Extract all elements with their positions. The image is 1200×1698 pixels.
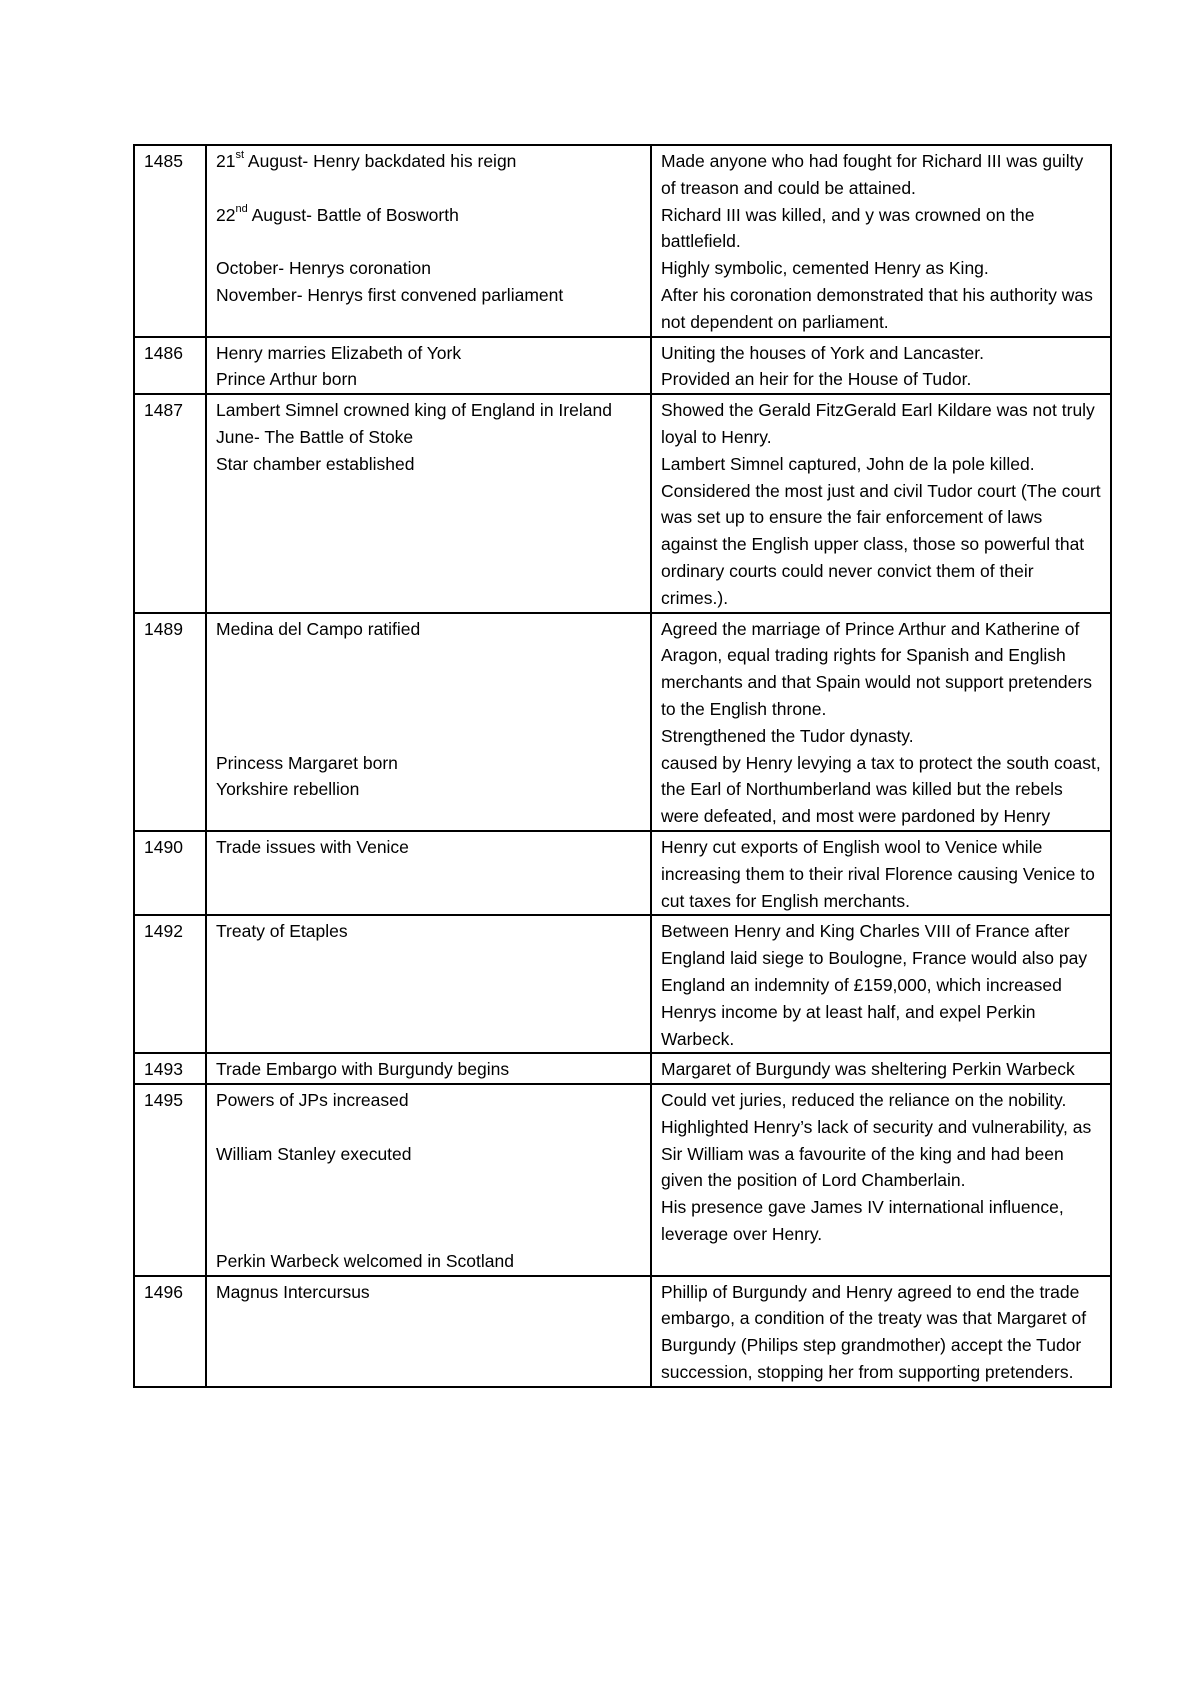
event-line: 21st August- Henry backdated his reign [216,149,517,171]
event-line: 22nd August- Battle of Bosworth [216,202,459,225]
significance-cell [651,145,1111,337]
event-line: Henry marries Elizabeth of York [216,342,462,363]
event-line: Trade issues with Venice [216,836,409,857]
tudor-timeline-table [133,144,1112,1388]
significance-line: Uniting the houses of York and Lancaster. [661,342,985,363]
significance-line: After his coronation demonstrated that his authority was not dependent on parliament. [661,284,1093,332]
table-row [134,831,1111,915]
significance-line: caused by Henry levying a tax to protect the south coast, the Earl of Northumberland was killed but the rebels were defeated, and most were pardoned by Henry [661,752,1101,827]
table-row [134,613,1111,831]
significance-line: Between Henry and King Charles VIII of France after England laid siege to Boulogne, France would also pay England an indemnity of £159,000, which increased Henrys income by at least half, and expel Perkin Warbeck. [661,921,1088,1049]
significance-cell [651,1276,1111,1387]
significance-line: Could vet juries, reduced the reliance on the nobility. [661,1090,1067,1111]
event-cell [206,145,651,337]
event-cell [206,394,651,612]
year-cell: 1495 [134,1084,206,1276]
year-cell: 1493 [134,1053,206,1084]
significance-cell [651,394,1111,612]
significance-line: Richard III was killed, and y was crowned on the battlefield. [661,204,1035,252]
significance-line: Highlighted Henry’s lack of security and vulnerability, as Sir William was a favourite of the king and had been given the position of Lord Chamberlain. [661,1116,1092,1191]
event-line: Star chamber established [216,453,415,474]
event-line: Princess Margaret born [216,752,398,773]
significance-line: Made anyone who had fought for Richard III was guilty of treason and could be attained. [661,151,1084,198]
significance-line: Lambert Simnel captured, John de la pole killed. [661,453,1035,474]
event-line: Trade Embargo with Burgundy begins [216,1059,510,1080]
significance-line: Highly symbolic, cemented Henry as King. [661,258,989,279]
event-cell [206,1084,651,1276]
significance-line: Phillip of Burgundy and Henry agreed to end the trade embargo, a condition of the treaty was that Margaret of Burgundy (Philips step grandmother) accept the Tudor succession, stopping her from supporting pretenders. [661,1281,1087,1383]
significance-cell [651,1053,1111,1084]
event-cell [206,613,651,831]
event-line: Prince Arthur born [216,369,358,390]
year-cell: 1490 [134,831,206,915]
event-line: William Stanley executed [216,1143,412,1164]
event-line: Magnus Intercursus [216,1281,370,1302]
significance-line: Strengthened the Tudor dynasty. [661,725,914,746]
significance-cell [651,831,1111,915]
year-cell: 1487 [134,394,206,612]
table-row [134,394,1111,612]
year-cell: 1492 [134,915,206,1053]
significance-line: Margaret of Burgundy was sheltering Perkin Warbeck [661,1059,1075,1080]
event-line: November- Henrys first convened parliament [216,284,564,305]
table-row [134,145,1111,337]
year-cell: 1486 [134,337,206,395]
event-line: June- The Battle of Stoke [216,426,414,447]
event-cell [206,831,651,915]
event-cell [206,337,651,395]
event-line: Perkin Warbeck welcomed in Scotland [216,1250,514,1271]
significance-line: Considered the most just and civil Tudor court (The court was set up to ensure the fair enforcement of laws against the English upper class, those so powerful that ordinary courts could never convict them of their crimes.). [661,480,1101,608]
significance-cell [651,1084,1111,1276]
event-line: Medina del Campo ratified [216,618,421,639]
event-line: Lambert Simnel crowned king of England in Ireland [216,400,612,421]
event-cell [206,1053,651,1084]
significance-line: Agreed the marriage of Prince Arthur and Katherine of Aragon, equal trading rights for Spanish and English merchants and that Spain would not support pretenders to the English throne. [661,618,1092,719]
significance-line: Showed the Gerald FitzGerald Earl Kildare was not truly loyal to Henry. [661,400,1095,447]
significance-cell [651,337,1111,395]
event-line: Powers of JPs increased [216,1090,409,1111]
event-cell [206,915,651,1053]
table-row [134,337,1111,395]
year-cell: 1485 [134,145,206,337]
table-row [134,1053,1111,1084]
year-cell: 1489 [134,613,206,831]
table-row [134,915,1111,1053]
significance-line: Provided an heir for the House of Tudor. [661,369,972,390]
table-row [134,1084,1111,1276]
event-cell [206,1276,651,1387]
event-line: October- Henrys coronation [216,258,431,279]
significance-cell [651,915,1111,1053]
event-line: Treaty of Etaples [216,921,348,942]
significance-line: Henry cut exports of English wool to Venice while increasing them to their rival Florence causing Venice to cut taxes for English merchants. [661,836,1095,911]
table-row [134,1276,1111,1387]
event-line: Yorkshire rebellion [216,779,360,800]
significance-cell [651,613,1111,831]
year-cell: 1496 [134,1276,206,1387]
significance-line: His presence gave James IV international influence, leverage over Henry. [661,1197,1064,1245]
